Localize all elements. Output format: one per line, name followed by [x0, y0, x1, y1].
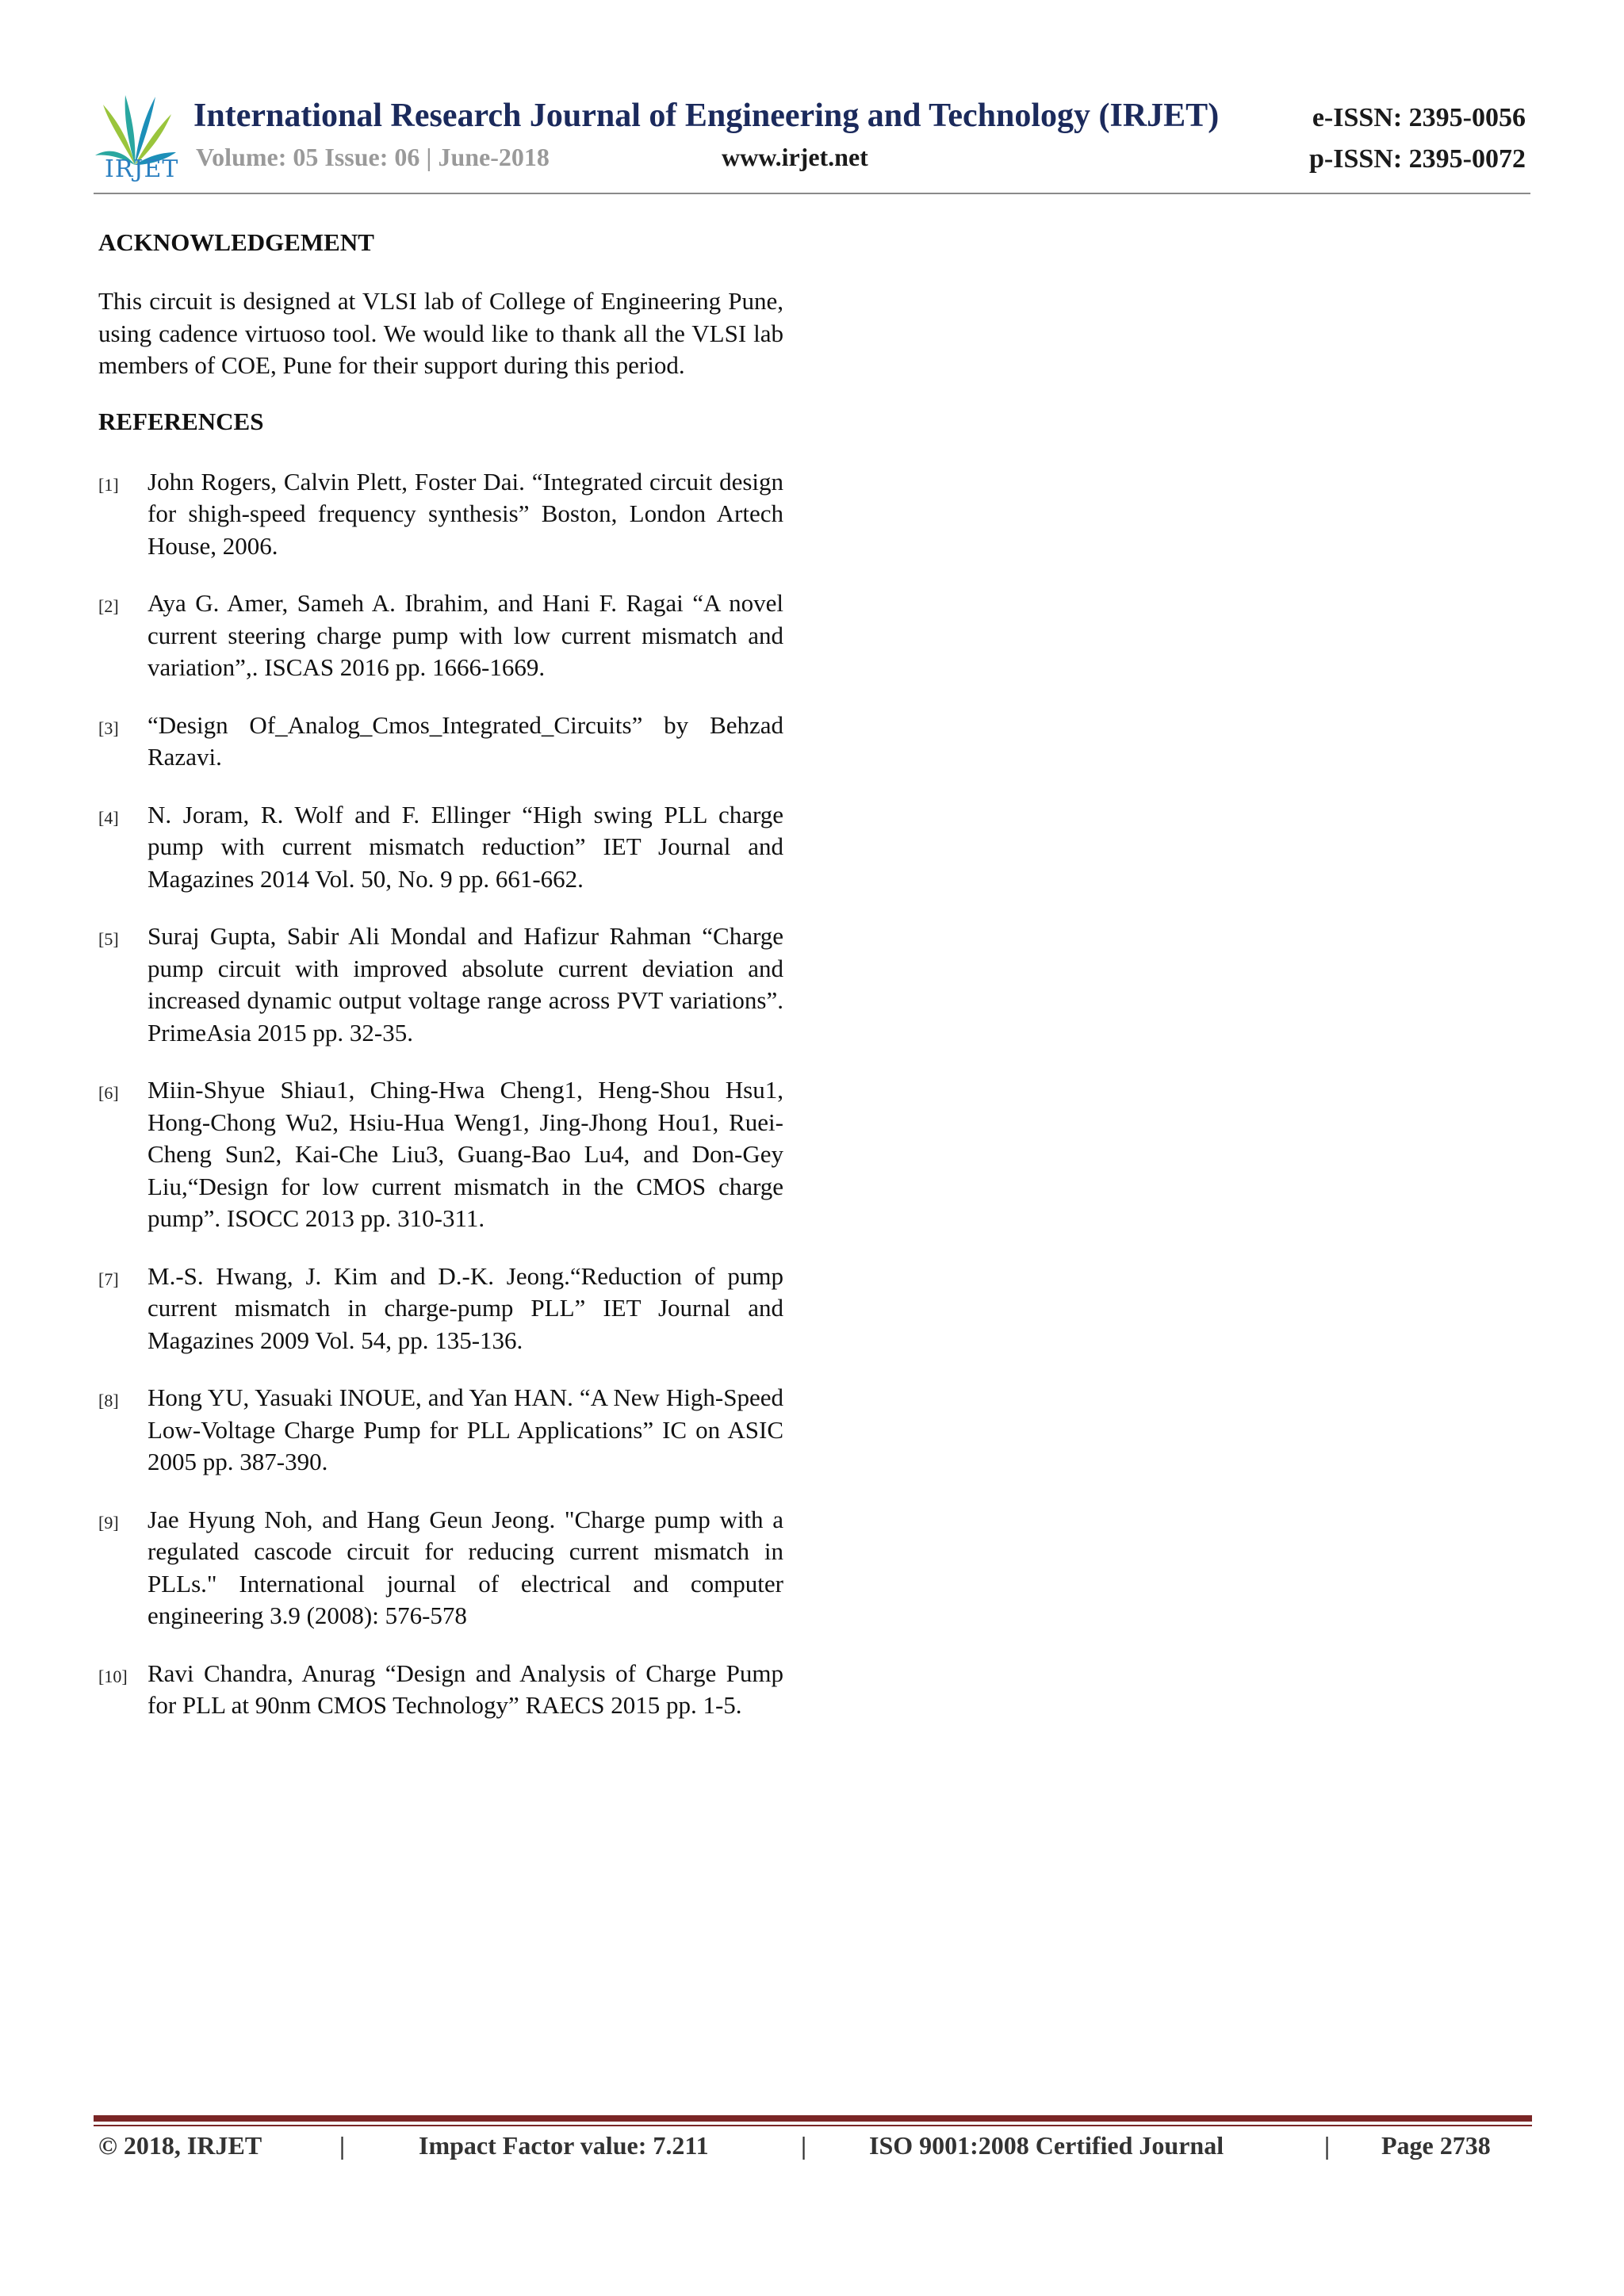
reference-text: Suraj Gupta, Sabir Ali Mondal and Hafizur Rahman “Charge pump circuit with improved absolute current deviation and increased dynamic output voltage range across PVT variations”. PrimeAsia 2015 pp. 32-35.: [147, 922, 783, 1047]
reference-number: [8]: [98, 1391, 119, 1410]
reference-number: [4]: [98, 807, 119, 828]
page-header: [0, 0, 1624, 198]
reference-text: M.-S. Hwang, J. Kim and D.-K. Jeong.“Reduction of pump current mismatch in charge-pump PLL” IET Journal and Magazines 2009 Vol. 54, pp. 135-136.: [147, 1261, 783, 1354]
reference-number: [10]: [98, 1666, 128, 1686]
header-divider: [94, 193, 1530, 194]
reference-text: Hong YU, Yasuaki INOUE, and Yan HAN. “A New High-Speed Low-Voltage Charge Pump for PLL Applications” IC on ASIC 2005 pp. 387-390.: [147, 1383, 783, 1475]
website-link[interactable]: www.irjet.net: [722, 143, 868, 171]
reference-number: [9]: [98, 1512, 119, 1533]
reference-text: Aya G. Amer, Sameh A. Ibrahim, and Hani F. Ragai “A novel current steering charge pump with low current mismatch and variation”,. ISCAS 2016 pp. 1666-1669.: [147, 589, 783, 681]
reference-number: [5]: [98, 929, 119, 949]
reference-item: [98, 1658, 783, 1722]
footer-copyright: © 2018, IRJET: [98, 2131, 262, 2160]
footer-divider-thick: [94, 2115, 1532, 2122]
e-issn: e-ISSN: 2395-0056: [1312, 103, 1526, 132]
acknowledgement-text: This circuit is designed at VLSI lab of College of Engineering Pune, using cadence virtuoso tool. We would like to thank all the VLSI lab members of COE, Pune for their support during this period.: [98, 287, 783, 379]
reference-text: Miin-Shyue Shiau1, Ching-Hwa Cheng1, Heng-Shou Hsu1, Hong-Chong Wu2, Hsiu-Hua Weng1, Jing-Jhong Hou1, Ruei-Cheng Sun2, Kai-Che Liu3, Guang-Bao Lu4, and Don-Gey Liu,“Design for low current mismatch in the CMOS charge pump”. ISOCC 2013 pp. 310-311.: [147, 1076, 783, 1232]
reference-text: N. Joram, R. Wolf and F. Ellinger “High swing PLL charge pump with current mismatch reduction” IET Journal and Magazines 2014 Vol. 50, No. 9 pp. 661-662.: [147, 800, 783, 893]
reference-text: Jae Hyung Noh, and Hang Geun Jeong. "Charge pump with a regulated cascode circuit for reducing current mismatch in PLLs." International journal of electrical and computer engineering 3.9 (2008): 576-578: [147, 1505, 783, 1629]
left-column: [98, 222, 783, 1747]
reference-item: [98, 1382, 783, 1479]
reference-number: [1]: [98, 474, 119, 495]
reference-item: [98, 1504, 783, 1632]
reference-item: [98, 920, 783, 1049]
page-footer: [98, 2131, 1532, 2169]
reference-text: John Rogers, Calvin Plett, Foster Dai. “Integrated circuit design for shigh-speed frequency synthesis” Boston, London Artech House, 2006.: [147, 467, 783, 560]
reference-number: [6]: [98, 1083, 119, 1103]
footer-separator: |: [1324, 2131, 1331, 2160]
footer-page-number: Page 2738: [1381, 2131, 1491, 2160]
footer-divider-thin: [94, 2125, 1532, 2126]
volume-issue: Volume: 05 Issue: 06 | June-2018: [196, 143, 550, 171]
reference-number: [7]: [98, 1269, 119, 1289]
references-heading: REFERENCES: [98, 407, 264, 435]
reference-item: [98, 587, 783, 684]
reference-item: [98, 710, 783, 774]
logo-text: IRJET: [105, 155, 179, 183]
p-issn: p-ISSN: 2395-0072: [1309, 144, 1526, 174]
footer-separator: |: [339, 2131, 346, 2160]
reference-item: [98, 466, 783, 563]
reference-text: “Design Of_Analog_Cmos_Integrated_Circuits” by Behzad Razavi.: [147, 710, 783, 771]
reference-item: [98, 799, 783, 896]
footer-impact-factor: Impact Factor value: 7.211: [419, 2131, 709, 2160]
reference-text: Ravi Chandra, Anurag “Design and Analysis of Charge Pump for PLL at 90nm CMOS Technology” RAECS 2015 pp. 1-5.: [147, 1659, 783, 1719]
reference-item: [98, 1074, 783, 1235]
reference-number: [3]: [98, 718, 119, 738]
reference-number: [2]: [98, 596, 119, 616]
journal-title: International Research Journal of Engineering and Technology (IRJET): [193, 98, 1220, 134]
acknowledgement-heading: ACKNOWLEDGEMENT: [98, 228, 374, 256]
footer-iso-certification: ISO 9001:2008 Certified Journal: [869, 2131, 1224, 2160]
reference-list: [98, 466, 783, 1722]
footer-separator: |: [801, 2131, 807, 2160]
reference-item: [98, 1261, 783, 1357]
